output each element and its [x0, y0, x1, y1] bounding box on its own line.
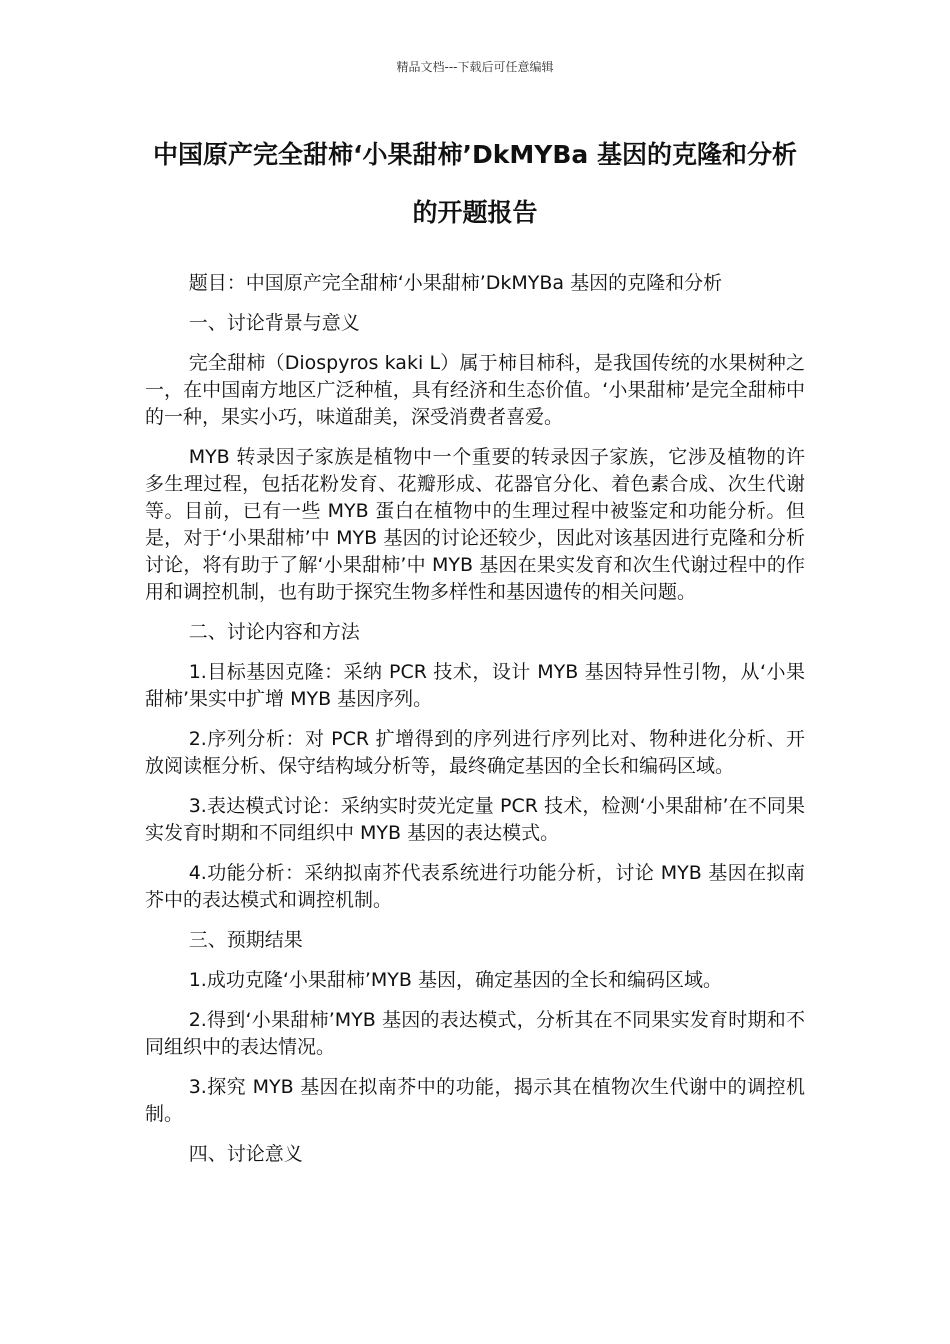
header-note: 精品文档---下载后可任意编辑 — [396, 60, 554, 74]
result-item-1: 1.成功克隆‘小果甜柿’MYB 基因，确定基因的全长和编码区域。 — [188, 969, 722, 991]
background-paragraph-2: MYB 转录因子家族是植物中一个重要的转录因子家族，它涉及植物的许多生理过程，包括花粉发育、花瓣形成、花器官分化、着色素合成、次生代谢等。目前，已有一些 MYB 蛋白在植物中的生理过程中被鉴定和功能分析。但是，对于‘小果甜柿’中 MYB 基因的讨论还较少，因此对该基因进行克隆和分析讨论，将有助于了解‘小果甜柿’中 MYB 基因在果实发育和次生代谢过程中的作用和调控机制，也有助于探究生物多样性和基因遗传的相关问题。 — [145, 446, 805, 603]
document-body — [145, 270, 805, 1181]
topic-line: 题目：中国原产完全甜柿‘小果甜柿’DkMYBa 基因的克隆和分析 — [188, 272, 723, 294]
method-item-1: 1.目标基因克隆：采纳 PCR 技术，设计 MYB 基因特异性引物，从‘小果甜柿’果实中扩增 MYB 基因序列。 — [145, 661, 805, 710]
section-heading-methods: 二、讨论内容和方法 — [188, 621, 360, 643]
section-heading-significance: 四、讨论意义 — [188, 1143, 303, 1165]
method-item-3: 3.表达模式讨论：采纳实时荧光定量 PCR 技术，检测‘小果甜柿’在不同果实发育时期和不同组织中 MYB 基因的表达模式。 — [145, 795, 805, 844]
section-heading-results: 三、预期结果 — [188, 929, 303, 951]
result-item-3: 3.探究 MYB 基因在拟南芥中的功能，揭示其在植物次生代谢中的调控机制。 — [145, 1076, 805, 1125]
document-title: 中国原产完全甜柿‘小果甜柿’DkMYBa 基因的克隆和分析的开题报告 — [153, 140, 797, 227]
method-item-2: 2.序列分析：对 PCR 扩增得到的序列进行序列比对、物种进化分析、开放阅读框分析、保守结构域分析等，最终确定基因的全长和编码区域。 — [145, 728, 805, 777]
method-item-4: 4.功能分析：采纳拟南芥代表系统进行功能分析，讨论 MYB 基因在拟南芥中的表达模式和调控机制。 — [145, 862, 805, 911]
result-item-2: 2.得到‘小果甜柿’MYB 基因的表达模式，分析其在不同果实发育时期和不同组织中的表达情况。 — [145, 1009, 805, 1058]
section-heading-background: 一、讨论背景与意义 — [188, 312, 360, 334]
background-paragraph-1: 完全甜柿（Diospyros kaki L）属于柿目柿科，是我国传统的水果树种之一，在中国南方地区广泛种植，具有经济和生态价值。‘小果甜柿’是完全甜柿中的一种，果实小巧，味道甜美，深受消费者喜爱。 — [145, 352, 805, 428]
